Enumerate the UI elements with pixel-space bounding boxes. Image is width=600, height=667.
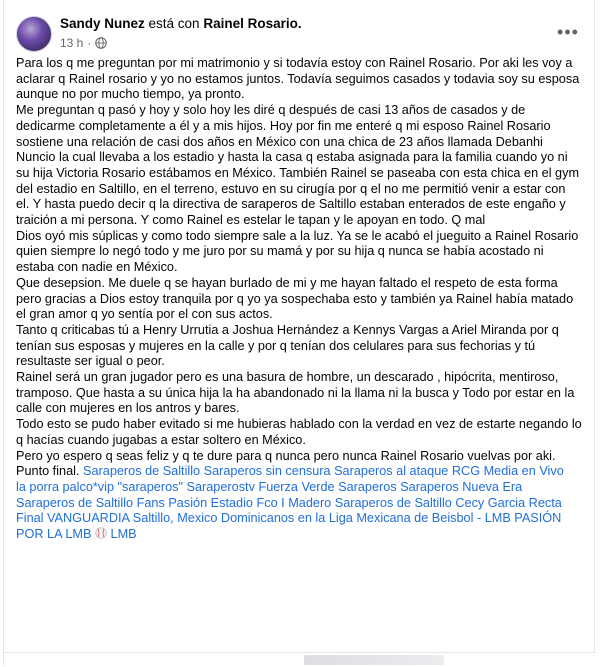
author-line — [60, 16, 302, 31]
tagged-person[interactable]: Rainel Rosario. — [203, 16, 302, 31]
paragraph: Rainel será un gran jugador pero es una basura de hombre, un descarado , hipócrita, mentiroso, tramposo. Que hasta a su única hija la ha abandonado ni la llama ni la busca y Todo por estar en la calle con mujeres en los antros y bares. — [16, 370, 575, 416]
final-text: Punto final. — [16, 464, 80, 479]
hashtags-inline[interactable]: Saraperos de Saltillo Saraperos sin censura Saraperos al ataque RCG Media en Vivo — [83, 464, 564, 479]
meta-separator: · — [87, 36, 92, 50]
paragraph: Me preguntan q pasó y hoy y solo hoy les diré q después de casi 13 años de casados y de dedicarme completamente a él y a mis hijos. Hoy por fin me enteré q mi esposo Rainel Rosario sostiene una relación de casi dos años en México con una chica de 23 años llamada Debanhi Nuncio la cual llevaba a los estadio y hasta la casa q estaba asignada para la familia cuando yo ni su hija Victoria Rosario estábamos en México. También Rainel se paseaba con esta chica en el gym del estadio en Saltillo, en el terreno, estuvo en su cirugía por q el no me permitió venir a estar con el. Y hasta puedo decir q la directiva de saraperos de Saltillo estaban enterados de este engaño y traición a mi persona. Y como Rainel es estelar le tapan y le apoyan en todo. Q mal — [16, 103, 580, 228]
post-header — [16, 14, 586, 54]
globe-icon — [95, 37, 107, 49]
post-time[interactable]: 13 h — [60, 36, 84, 50]
paragraph: Que desepsion. Me duele q se hayan burlado de mi y me hayan faltado el respeto de esta forma pero gracias a Dios estoy tranquila por q yo ya sospechaba esto y también ya Rainel había matado el gran amor q yo sentía por el con sus actos. — [16, 275, 574, 322]
paragraph: Todo esto se pudo haber evitado si me hubieras hablado con la verdad en vez de estarte negando lo q hacías cuando jugabas a estar soltero en México. — [16, 417, 582, 447]
paragraph: Para los q me preguntan por mi matrimonio y si todavía estoy con Rainel Rosario. Por aki les voy a aclarar q Rainel rosario y yo no estamos juntos. Todavía seguimos casados y todavia soy su esposa aunque no por mucho tiempo, ya pronto. — [16, 56, 580, 102]
post-body — [16, 56, 582, 543]
final-line — [16, 464, 582, 480]
paragraph: Dios oyó mis súplicas y como todo siempre sale a la luz. Ya se le acabó el jueguito a Rainel Rosario quien siempre lo negó todo y me juro por su mamá y por su hija q nunca se había acostado ni estaba con nadie en México. — [16, 228, 579, 275]
reactions-bar — [4, 652, 596, 667]
baseball-icon — [95, 527, 107, 539]
paragraph: Tanto q criticabas tú a Henry Urrutia a Joshua Hernández a Kennys Vargas a Ariel Miranda por q tenían sus esposas y mujeres en la calle y por q tenían dos celulares para sus fechorias y tú resultaste ser igual o peor. — [16, 322, 559, 369]
hashtags-block — [16, 480, 582, 543]
author-avatar[interactable] — [16, 16, 52, 52]
hashtags-list[interactable]: la porra palco*vip "saraperos" Saraperostv Fuerza Verde Saraperos Saraperos Nueva Era Saraperos de Saltillo Fans Pasión Estadio Fco I Madero Saraperos de Saltillo Cecy Garcia Recta Final VANGUARDIA Saltillo, Mexico Dominicanos en la Liga Mexicana de Beisbol - LMB PASIÓN POR LA LMB — [16, 479, 562, 542]
more-options-button[interactable] — [556, 20, 580, 44]
reactions-placeholder — [304, 655, 444, 665]
hashtag-lmb[interactable]: LMB — [110, 527, 137, 542]
with-text: está con — [148, 16, 200, 31]
post-card — [3, 0, 595, 666]
post-meta — [60, 36, 107, 50]
more-icon: ••• — [557, 22, 579, 42]
paragraph: Pero yo espero q seas feliz y q te dure para q nunca pero nunca Rainel Rosario vuelvas por aki. — [16, 448, 556, 463]
author-name[interactable]: Sandy Nunez — [60, 16, 145, 31]
